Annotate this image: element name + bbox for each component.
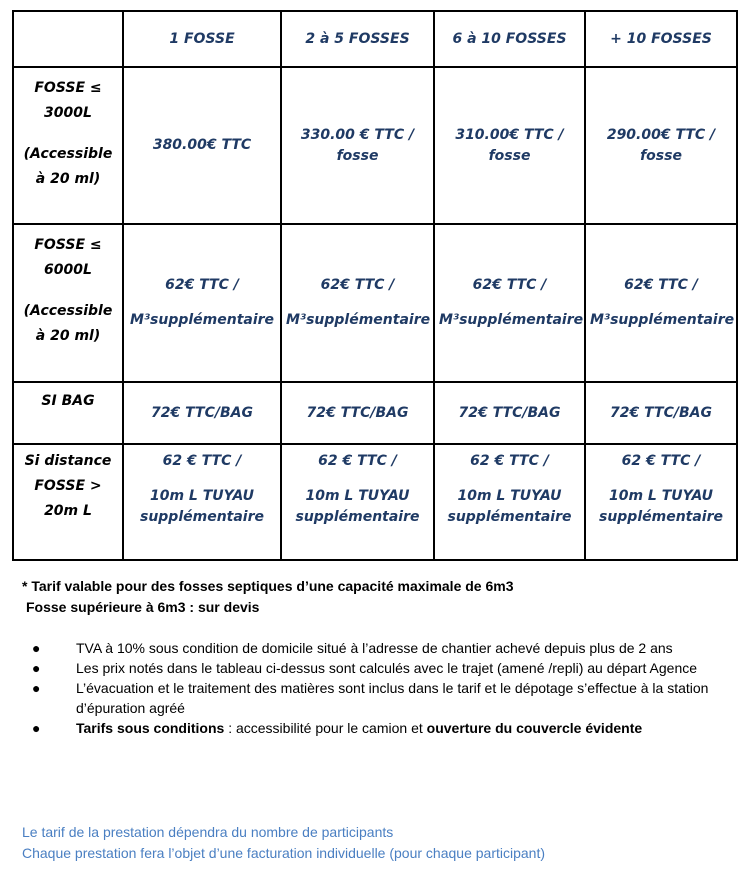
row-label-line: à 20 ml) xyxy=(35,328,101,344)
list-item-bold: Tarifs sous conditions xyxy=(76,720,225,736)
bullet-icon: ● xyxy=(32,660,41,676)
price-line: M³supplémentaire xyxy=(129,312,275,328)
price-cell xyxy=(281,224,434,382)
table-row xyxy=(13,67,737,224)
price-line: 72€ TTC/BAG xyxy=(151,404,253,421)
price-cell xyxy=(434,444,585,560)
list-item xyxy=(22,658,722,678)
list-item-text: TVA à 10% sous condition de domicile situé à l’adresse de chantier achevé depuis plus de 2 ans xyxy=(76,640,673,656)
price-line: 10m L TUYAU xyxy=(149,488,255,504)
row-label-line: SI BAG xyxy=(41,393,95,409)
price-line: 72€ TTC/BAG xyxy=(610,404,712,421)
price-line: 290.00€ TTC / xyxy=(606,126,716,143)
price-line: supplémentaire xyxy=(447,509,572,525)
row-label-cell xyxy=(13,224,123,382)
conditions-list xyxy=(22,638,722,738)
bullet-icon: ● xyxy=(32,720,41,736)
price-line: 10m L TUYAU xyxy=(305,488,410,504)
row-label-line: (Accessible xyxy=(23,303,113,319)
price-cell xyxy=(281,444,434,560)
row-label-line: FOSSE ≤ xyxy=(34,237,102,253)
price-line: 62 € TTC / xyxy=(162,453,242,469)
bullet-icon: ● xyxy=(32,680,41,696)
price-cell xyxy=(585,67,737,224)
price-cell xyxy=(585,444,737,560)
bullet-icon: ● xyxy=(32,640,41,656)
price-line: 72€ TTC/BAG xyxy=(306,404,409,421)
row-label-cell xyxy=(13,444,123,560)
row-label-line: 3000L xyxy=(44,105,92,121)
price-line: 62 € TTC / xyxy=(470,453,549,469)
row-label-line: FOSSE > xyxy=(34,478,102,494)
price-line: 62 € TTC / xyxy=(318,453,397,469)
header-cell: + 10 FOSSES xyxy=(585,11,737,67)
table-row xyxy=(13,444,737,560)
price-line: 62€ TTC / xyxy=(624,277,698,293)
list-item xyxy=(22,678,722,718)
price-line: supplémentaire xyxy=(598,509,724,525)
price-line: M³supplémentaire xyxy=(286,312,431,328)
price-line: supplémentaire xyxy=(139,509,265,525)
table-corner-cell xyxy=(13,11,123,67)
list-item-text: L’évacuation et le traitement des matières sont inclus dans le tarif et le dépotage s’effectue à la station d’épuration agréé xyxy=(76,680,709,716)
row-label-cell xyxy=(13,382,123,444)
price-cell xyxy=(281,67,434,224)
price-line: M³supplémentaire xyxy=(590,312,735,328)
price-line: 62€ TTC / xyxy=(320,277,395,293)
price-cell xyxy=(281,382,434,444)
price-line: supplémentaire xyxy=(295,509,420,525)
price-cell xyxy=(434,224,585,382)
table-header-row xyxy=(13,11,737,67)
footer-line: Le tarif de la prestation dépendra du nombre de participants xyxy=(22,824,394,840)
price-line: 310.00€ TTC / xyxy=(455,126,564,143)
list-item-text: Les prix notés dans le tableau ci-dessus sont calculés avec le trajet (amené /repli) au départ Agence xyxy=(76,660,698,676)
price-cell xyxy=(123,67,281,224)
price-line: 62€ TTC / xyxy=(472,277,547,293)
note-quote: Fosse supérieure à 6m3 : sur devis xyxy=(26,599,260,615)
pricing-table xyxy=(12,10,738,561)
price-line: 330.00 € TTC / xyxy=(300,126,415,143)
price-line: 62€ TTC / xyxy=(165,277,239,293)
row-label-line: à 20 ml) xyxy=(35,171,101,187)
price-cell xyxy=(585,224,737,382)
price-cell xyxy=(434,382,585,444)
footer-notes xyxy=(22,822,545,864)
row-label-cell xyxy=(13,67,123,224)
price-line: 10m L TUYAU xyxy=(457,488,562,504)
price-line: M³supplémentaire xyxy=(439,312,584,328)
header-cell: 6 à 10 FOSSES xyxy=(434,11,585,67)
header-cell: 1 FOSSE xyxy=(123,11,281,67)
price-line: 380.00€ TTC xyxy=(152,137,252,153)
price-line: 10m L TUYAU xyxy=(608,488,714,504)
price-line: 72€ TTC/BAG xyxy=(458,404,561,421)
price-line: fosse xyxy=(488,147,531,164)
list-item-bold: ouverture du couvercle évidente xyxy=(426,720,643,736)
price-line: fosse xyxy=(336,147,379,164)
price-line: 62 € TTC / xyxy=(621,453,701,469)
list-item-text: : accessibilité pour le camion et xyxy=(224,720,427,736)
row-label-line: 20m L xyxy=(44,503,92,519)
row-label-line: (Accessible xyxy=(23,146,113,162)
price-cell xyxy=(123,444,281,560)
price-cell xyxy=(434,67,585,224)
note-capacity: * Tarif valable pour des fosses septiques d’une capacité maximale de 6m3 xyxy=(22,578,514,594)
tariff-notes xyxy=(22,576,722,618)
row-label-line: Si distance xyxy=(24,453,112,469)
list-item xyxy=(22,718,722,738)
footer-line: Chaque prestation fera l’objet d’une facturation individuelle (pour chaque participant) xyxy=(22,845,545,861)
price-cell xyxy=(123,382,281,444)
list-item xyxy=(22,638,722,658)
price-cell xyxy=(123,224,281,382)
header-cell: 2 à 5 FOSSES xyxy=(281,11,434,67)
price-cell xyxy=(585,382,737,444)
row-label-line: FOSSE ≤ xyxy=(34,80,102,96)
price-line: fosse xyxy=(640,147,682,164)
table-row xyxy=(13,382,737,444)
table-row xyxy=(13,224,737,382)
row-label-line: 6000L xyxy=(44,262,92,278)
